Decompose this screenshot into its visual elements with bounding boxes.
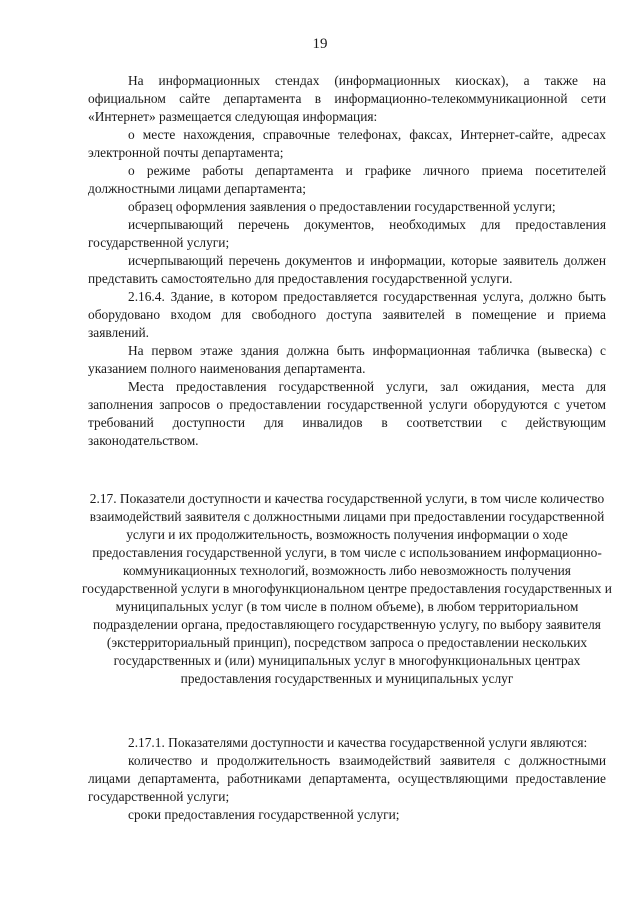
- paragraph: Места предоставления государственной услуги, зал ожидания, места для заполнения запросов о предоставлении государственной услуги оборудуются с учетом требований доступности для инвалидов в соответствии с действующим законодательством.: [88, 379, 606, 448]
- paragraph: сроки предоставления государственной услуги;: [128, 807, 400, 822]
- paragraph: исчерпывающий перечень документов и информации, которые заявитель должен представить самостоятельно для предоставления государственной услуги.: [88, 253, 606, 286]
- paragraph: исчерпывающий перечень документов, необходимых для предоставления государственной услуги;: [88, 217, 606, 250]
- paragraph: о месте нахождения, справочные телефонах, факсах, Интернет-сайте, адресах электронной почты департамента;: [88, 127, 606, 160]
- paragraph: количество и продолжительность взаимодействий заявителя с должностными лицами департамента, работниками департамента, осуществляющими предоставление государственной услуги;: [88, 753, 606, 804]
- info-requirements-section: [88, 72, 606, 450]
- paragraph: 2.17.1. Показателями доступности и качества государственной услуги являются:: [128, 735, 588, 750]
- paragraph: о режиме работы департамента и графике личного приема посетителей должностными лицами департамента;: [88, 163, 606, 196]
- section-heading: 2.17. Показатели доступности и качества государственной услуги, в том числе количество взаимодействий заявителя с должностными лицами при предоставлении государственной услуги и их продолжительность, возможность получения информации о ходе предоставления государственной услуги, в том числе с использованием информационно-коммуникационных технологий, возможность либо невозможность получения государственной услуги в многофункциональном центре предоставления государственных и муниципальных услуг (в том числе в полном объеме), в любом территориальном подразделении органа, предоставляющего государственную услугу, по выбору заявителя (экстерриториальный принцип), посредством запроса о предоставлении нескольких государственных и (или) муниципальных услуг в многофункциональных центрах предоставления государственных и муниципальных услуг: [82, 491, 612, 686]
- quality-indicators-section: [88, 734, 606, 824]
- paragraph: образец оформления заявления о предоставлении государственной услуги;: [128, 199, 556, 214]
- page-number: 19: [312, 36, 328, 52]
- paragraph: На информационных стендах (информационных киосках), а также на официальном сайте департамента в информационно-телекоммуникационной сети «Интернет» размещается следующая информация:: [88, 73, 606, 124]
- paragraph: На первом этаже здания должна быть информационная табличка (вывеска) с указанием полного наименования департамента.: [88, 343, 606, 376]
- paragraph: 2.16.4. Здание, в котором предоставляется государственная услуга, должно быть оборудовано входом для свободного доступа заявителей в помещение и приема заявлений.: [88, 289, 606, 340]
